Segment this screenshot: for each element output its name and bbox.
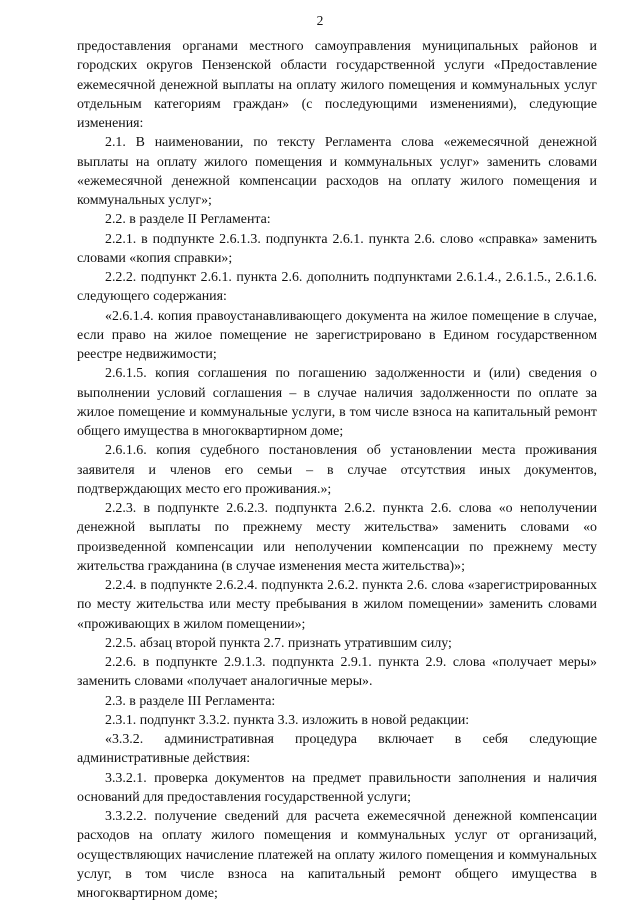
- paragraph-2-2: 2.2. в разделе II Регламента:: [105, 212, 271, 228]
- paragraph-2-2-1: 2.2.1. в подпункте 2.6.1.3. подпункта 2.6.1. пункта 2.6. слово «справка» заменить словами «копия справки»;: [77, 231, 597, 266]
- paragraph-2-2-2: 2.2.2. подпункт 2.6.1. пункта 2.6. дополнить подпунктами 2.6.1.4., 2.6.1.5., 2.6.1.6. следующего содержания:: [77, 270, 597, 305]
- paragraph-2-2-6: 2.2.6. в подпункте 2.9.1.3. подпункта 2.9.1. пункта 2.9. слова «получает меры» заменить словами «получает аналогичные меры».: [77, 655, 597, 690]
- document-body: [77, 37, 597, 903]
- paragraph-2-3-1: 2.3.1. подпункт 3.3.2. пункта 3.3. изложить в новой редакции:: [105, 712, 470, 728]
- paragraph-2-1: 2.1. В наименовании, по тексту Регламента слова «ежемесячной денежной выплаты на оплату жилого помещения и коммунальных услуг» заменить словами «ежемесячной денежной компенсации расходов на оплату жилого помещения и коммунальных услуг»;: [77, 135, 597, 208]
- paragraph-3-3-2-1: 3.3.2.1. проверка документов на предмет правильности заполнения и наличия оснований для предоставления государственной услуги;: [77, 770, 597, 805]
- paragraph-2-6-1-5: 2.6.1.5. копия соглашения по погашению задолженности и (или) сведения о выполнении условий соглашения – в случае наличия задолженности по оплате за жилое помещение и коммунальные услуги, в том числе взноса на капитальный ремонт общего имущества в многоквартирном доме;: [77, 366, 597, 439]
- paragraph-2-6-1-4: «2.6.1.4. копия правоустанавливающего документа на жилое помещение в случае, если право на жилое помещение не зарегистрировано в Едином государственном реестре недвижимости;: [77, 308, 597, 362]
- paragraph-2-2-4: 2.2.4. в подпункте 2.6.2.4. подпункта 2.6.2. пункта 2.6. слова «зарегистрированных по месту жительства или месту пребывания в жилом помещении» заменить словами «проживающих в жилом помещении»;: [77, 578, 597, 632]
- paragraph-2-2-3: 2.2.3. в подпункте 2.6.2.3. подпункта 2.6.2. пункта 2.6. слова «о неполучении денежной выплаты по прежнему месту жительства» заменить словами «о произведенной компенсации или неполучении компенсации по прежнему месту жительства гражданина (в случае изменения места жительства)»;: [77, 501, 597, 574]
- paragraph-3-3-2-2: 3.3.2.2. получение сведений для расчета ежемесячной денежной компенсации расходов на оплату жилого помещения и коммунальных услуг от организаций, осуществляющих начисление платежей на оплату жилого помещения и коммунальных услуг, в том числе взноса на капитальный ремонт общего имущества в многоквартирном доме;: [77, 809, 597, 901]
- paragraph-2-6-1-6: 2.6.1.6. копия судебного постановления об установлении места проживания заявителя и членов его семьи – в случае отсутствия иных документов, подтверждающих место его проживания.»;: [77, 443, 597, 497]
- paragraph-intro: предоставления органами местного самоуправления муниципальных районов и городских округов Пензенской области государственной услуги «Предоставление ежемесячной денежной выплаты на оплату жилого помещения и коммунальных услуг отдельным категориям граждан» (с последующими изменениями), следующие изменения:: [77, 39, 597, 131]
- page-number: 2: [316, 13, 324, 28]
- paragraph-3-3-2: «3.3.2. административная процедура включает в себя следующие административные действия:: [77, 732, 597, 767]
- paragraph-2-3: 2.3. в разделе III Регламента:: [105, 693, 276, 709]
- paragraph-2-2-5: 2.2.5. абзац второй пункта 2.7. признать утратившим силу;: [105, 635, 452, 651]
